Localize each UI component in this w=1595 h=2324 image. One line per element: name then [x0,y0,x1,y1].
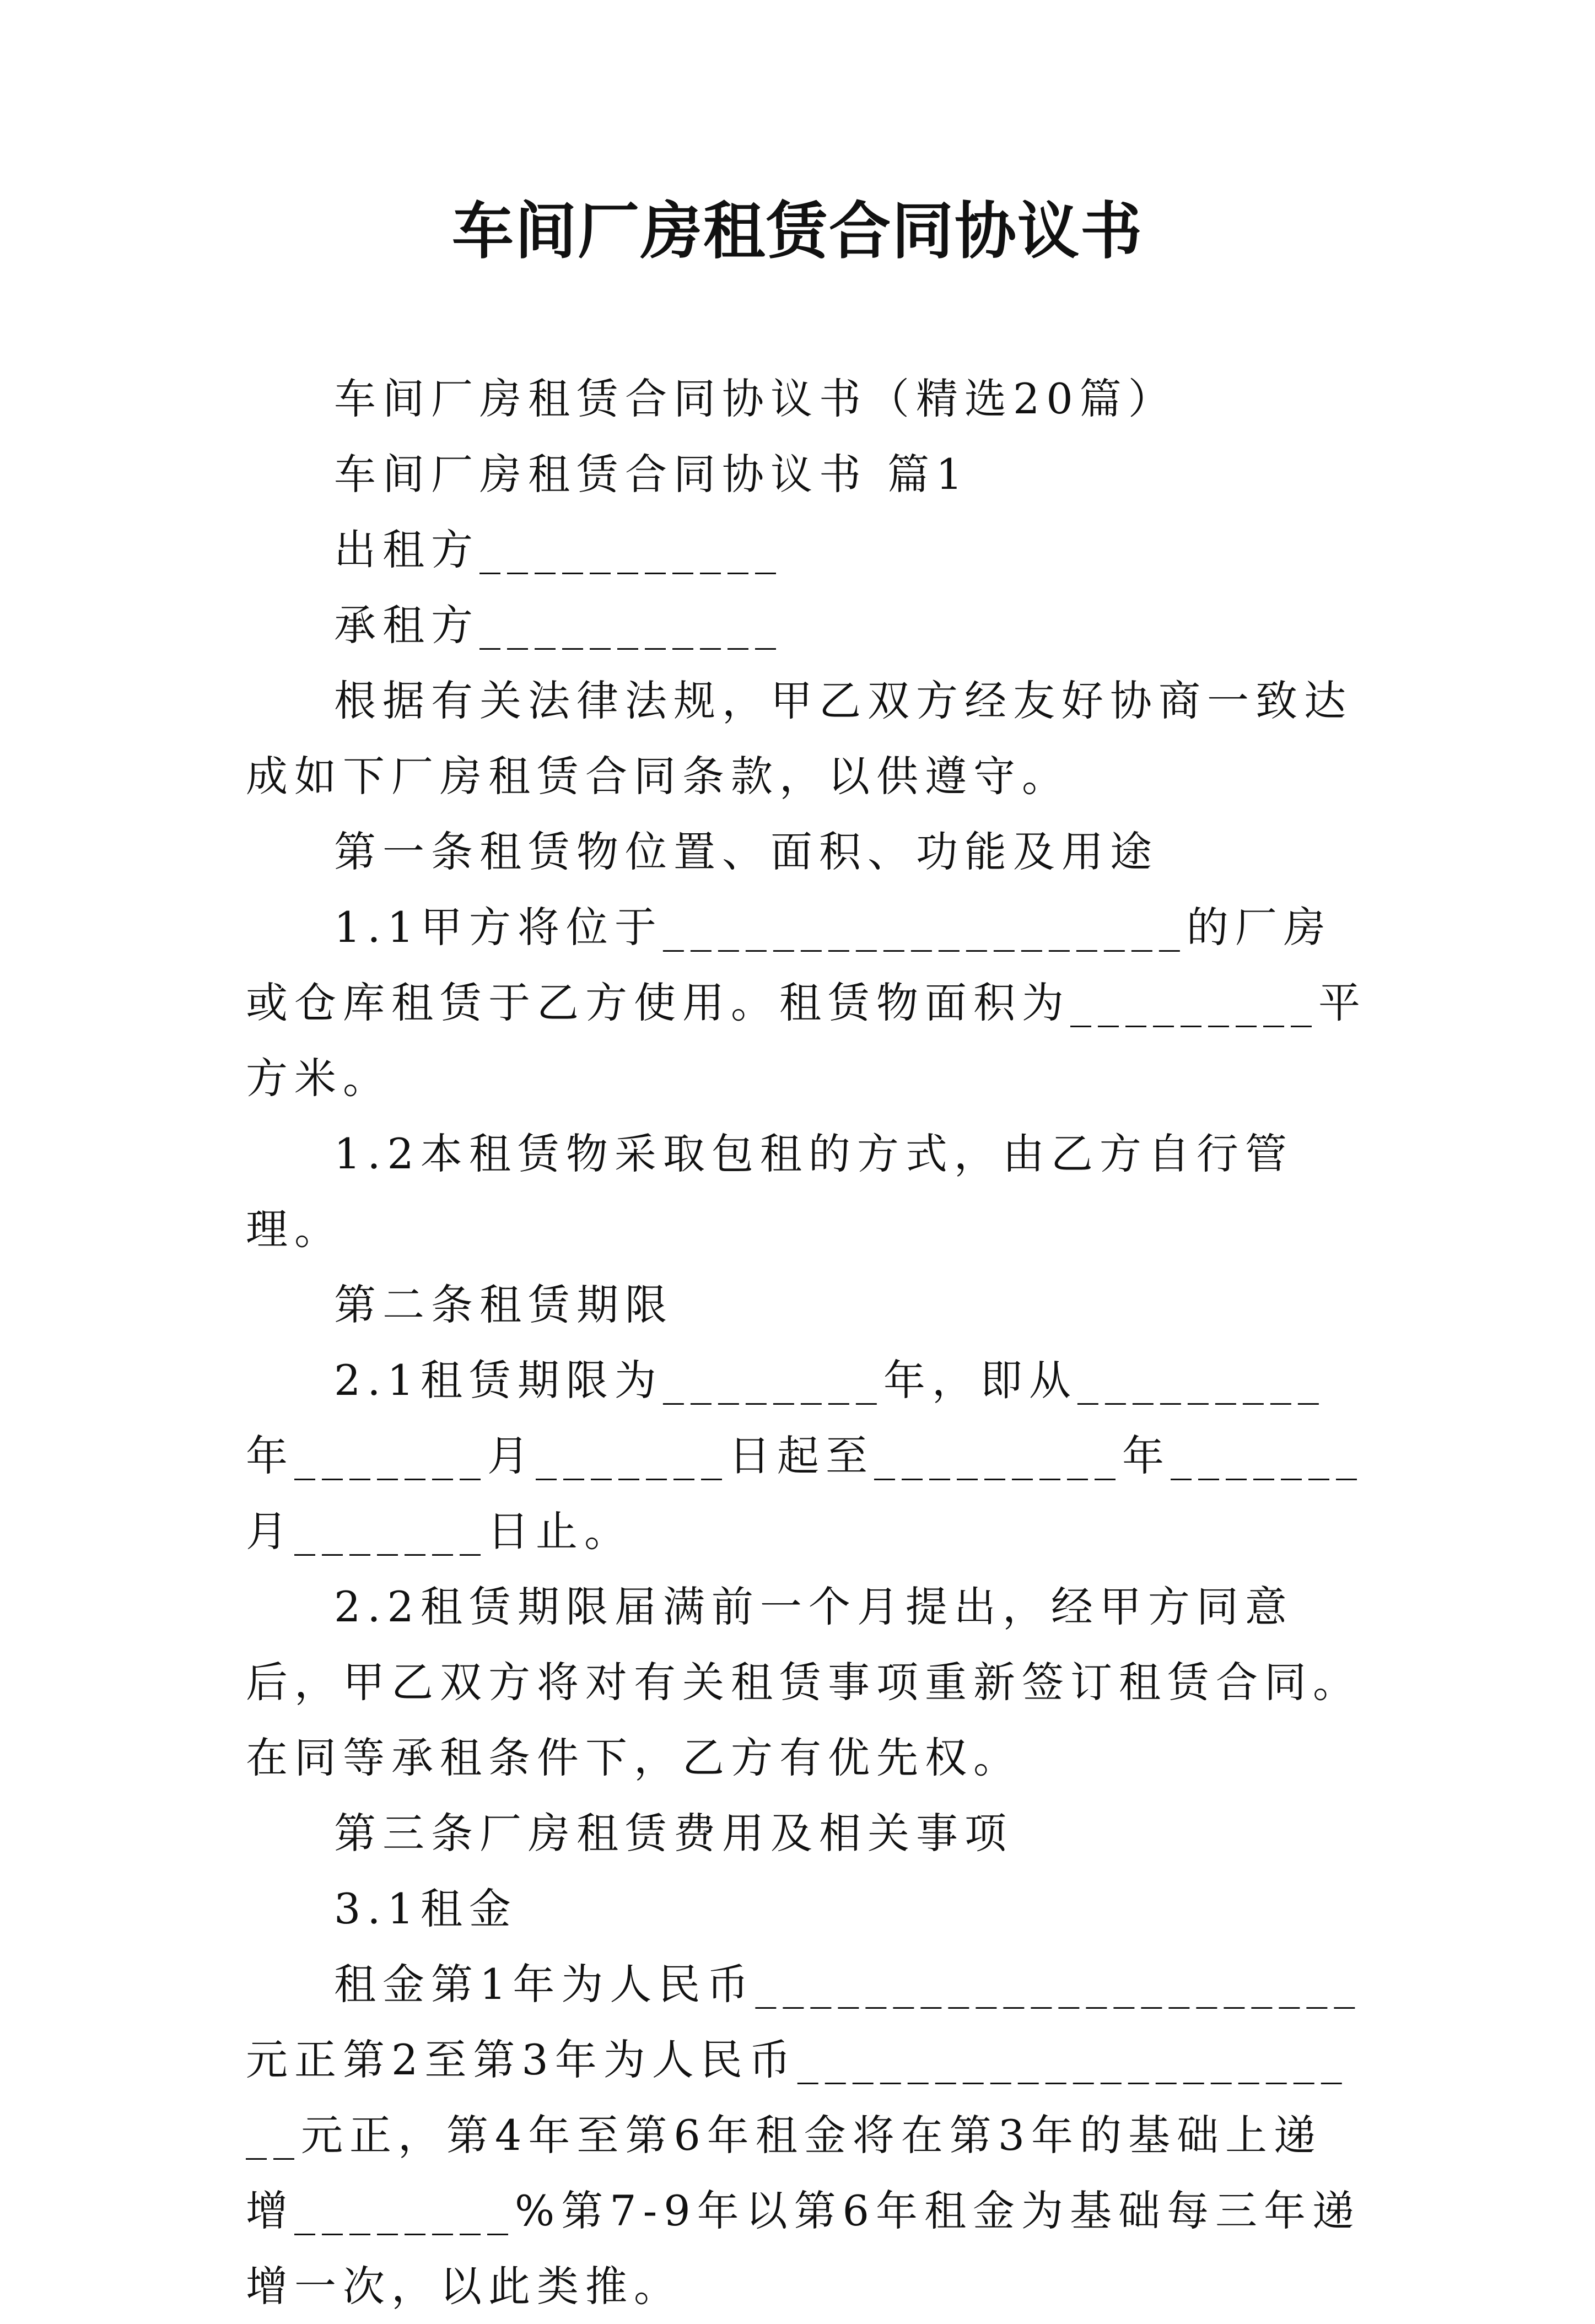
paragraph-clause-1-2: 1.2本租赁物采取包租的方式，由乙方自行管理。 [246,1129,1294,1254]
paragraph-clause-1-1: 1.1甲方将位于___________________的厂房或仓库租赁于乙方使用。租赁物面积为_________平方米。 [246,903,1367,1103]
paragraph-article-2-heading: 第二条租赁期限 [334,1280,673,1329]
paragraph-clause-2-1: 2.1租赁期限为________年，即从_________年_______月_______日起至_________年_______月_______日止。 [246,1356,1364,1556]
paragraph-clause-3-1: 3.1租金 [334,1884,518,1933]
paragraph-lessee: 承租方___________ [334,601,783,650]
document-body [246,361,1369,2324]
document-title: 车间厂房租赁合同协议书 [452,195,1143,267]
paragraph-rent-terms: 租金第1年为人民币______________________元正第2至第3年为人民币______________________元正，第4年至第6年租金将在第3年的基础上递增________%第7-9年以第6年租金为基础每三年递增一次，以此类推。 [246,1960,1362,2311]
paragraph-lessor: 出租方___________ [334,525,783,574]
paragraph-preamble: 根据有关法律法规，甲乙双方经友好协商一致达成如下厂房租赁合同条款，以供遵守。 [246,676,1352,801]
paragraph-subtitle: 车间厂房租赁合同协议书（精选20篇） [334,374,1177,423]
paragraph-section-heading: 车间厂房租赁合同协议书 篇1 [334,450,969,499]
paragraph-article-3-heading: 第三条厂房租赁费用及相关事项 [334,1809,1013,1858]
paragraph-article-1-heading: 第一条租赁物位置、面积、功能及用途 [334,827,1158,876]
paragraph-clause-2-2: 2.2租赁期限届满前一个月提出，经甲方同意后，甲乙双方将对有关租赁事项重新签订租赁合同。在同等承租条件下，乙方有优先权。 [246,1582,1361,1782]
